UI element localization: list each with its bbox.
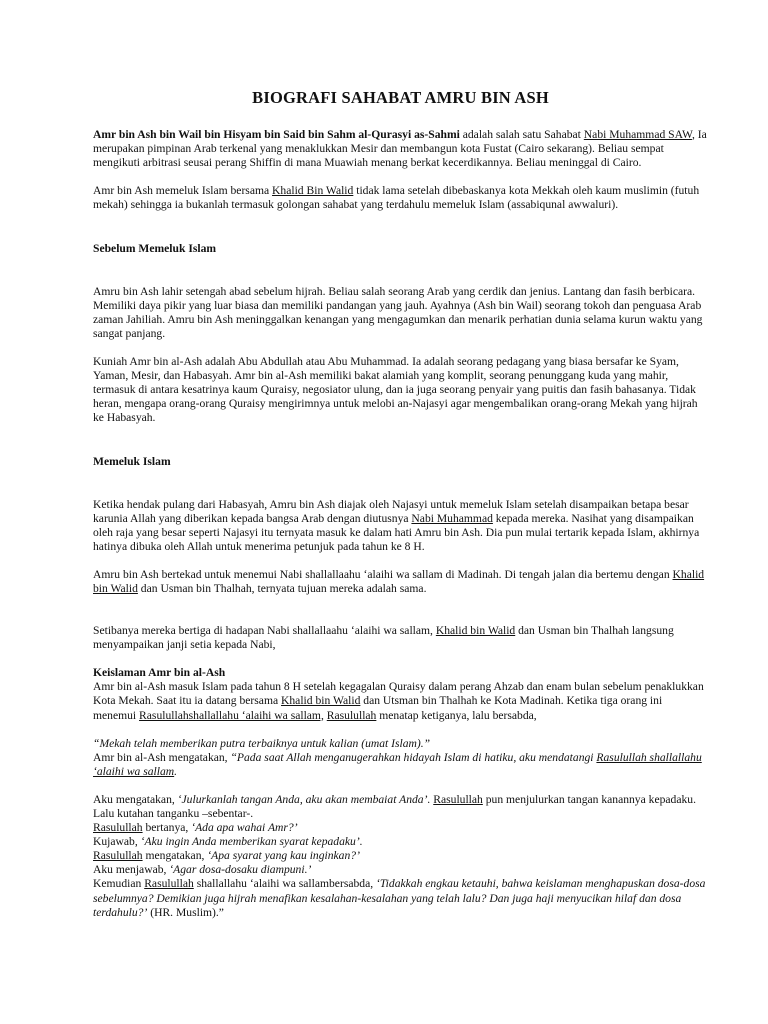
- link-khalid-bin-walid-3[interactable]: Khalid bin Walid: [435, 624, 516, 638]
- paragraph-intro: Amr bin Ash bin Wail bin Hisyam bin Said bin Sahm al-Qurasyi as-Sahmi adalah salah satu Sahabat Nabi Muhammad SAW, Ia merupakan pimpinan Arab terkenal yang menaklukkan Mesir dan membangun kota Fustat (Cairo sekarang). Beliau sempat mengikuti arbitrasi seusai perang Shiffin di mana Muawiah menang berkat kecerdikannya. Beliau meninggal di Cairo.: [93, 128, 707, 170]
- link-rasulullah-saw[interactable]: Rasulullahshallallahu ‘alaihi wa sallam,: [139, 708, 324, 722]
- paragraph-madinah: Amru bin Ash bertekad untuk menemui Nabi shallallaahu ‘alaihi wa sallam di Madinah. Di tengah jalan dia bertemu dengan Khalid bin Walid dan Usman bin Thalhah, ternyata tujuan mereka adalah sama.: [93, 567, 705, 595]
- link-rasulullah-shallallahu[interactable]: Rasulullah shallallahu ‘alaihi wa sallam: [93, 750, 702, 778]
- link-rasulullah[interactable]: Rasulullah: [326, 708, 377, 722]
- link-khalid-bin-walid-2[interactable]: Khalid bin Walid: [93, 567, 705, 595]
- full-name-bold: Amr bin Ash bin Wail bin Hisyam bin Said bin Sahm al-Qurasyi as-Sahmi: [93, 128, 460, 141]
- link-rasulullah-d1[interactable]: Rasulullah: [433, 792, 483, 806]
- link-khalid-bin-walid-4[interactable]: Khalid bin Walid: [281, 694, 361, 708]
- link-nabi-muhammad-2[interactable]: Nabi Muhammad: [411, 511, 493, 525]
- paragraph-birth: Amru bin Ash lahir setengah abad sebelum hijrah. Beliau salah seorang Arab yang cerdik dan jenius. Lantang dan fasih berbicara. Memiliki daya pikir yang luar biasa dan memiliki pandangan yang jauh. Ayahnya (Ash bin Wail) seorang tokoh dan penguasa Arab zaman Jahiliah. Amru bin Ash meninggalkan kenangan yang mengagumkan dan menarik perhatian dunia selama kurun waktu yang sangat panjang.: [93, 284, 703, 340]
- dialogue-line-2: Rasulullah bertanya, ‘Ada apa wahai Amr?’: [93, 821, 298, 835]
- link-rasulullah-d2[interactable]: Rasulullah: [93, 821, 143, 835]
- dialogue-line-6: Kemudian Rasulullah shallallahu ‘alaihi wa sallambersabda, ‘Tidakkah engkau ketauhi, bahwa keislaman menghapuskan dosa-dosa sebelumnya? Demikian juga hijrah menafikan kesalahan-kesalahan yang telah lalu? Dan juga haji menyucikan hilaf dan dosa terdahulu?’ (HR. Muslim).”: [93, 877, 706, 919]
- heading-sebelum-memeluk-islam: Sebelum Memeluk Islam: [93, 242, 217, 256]
- paragraph-arrival: Setibanya mereka bertiga di hadapan Nabi shallallaahu ‘alaihi wa sallam, Khalid bin Walid dan Usman bin Thalhah langsung menyampaikan janji setia kepada Nabi,: [93, 624, 674, 652]
- paragraph-kuniah: Kuniah Amr bin al-Ash adalah Abu Abdullah atau Abu Muhammad. Ia adalah seorang pedagang yang biasa bersafar ke Syam, Yaman, Mesir, dan Habasyah. Amr bin al-Ash memiliki bakat alamiah yang komplit, seorang penunggang kuda yang mahir, termasuk di antara kesatrinya kaum Quraisy, negosiator ulung, dan ia juga seorang penyair yang puitis dan fasih bahasanya. Tidak heran, mengapa orang-orang Quraisy mengirimnya untuk melobi an-Najasyi agar mengembalikan orang-orang Mekah yang hijrah ke Habasyah.: [93, 354, 698, 425]
- paragraph-hidayah: Amr bin al-Ash mengatakan, “Pada saat Allah menganugerahkan hidayah Islam di hatiku, aku mendatangi Rasulullah shallallahu ‘alaihi wa sallam.: [93, 750, 702, 778]
- link-rasulullah-d4[interactable]: Rasulullah: [93, 849, 143, 863]
- dialogue-line-3: Kujawab, ‘Aku ingin Anda memberikan syarat kepadaku’.: [93, 835, 363, 849]
- quote-mekah: “Mekah telah memberikan putra terbaiknya untuk kalian (umat Islam).”: [93, 736, 431, 750]
- dialogue-line-1: Aku mengatakan, ‘Julurkanlah tangan Anda, aku akan membaiat Anda’. Rasulullah pun menjulurkan tangan kanannya kepadaku. Lalu kutahan tanganku –sebentar-.: [93, 792, 696, 820]
- heading-memeluk-islam: Memeluk Islam: [93, 455, 171, 469]
- paragraph-keislaman: Amr bin al-Ash masuk Islam pada tahun 8 H setelah kegagalan Quraisy dalam perang Ahzab dan enam bulan sebelum penaklukkan Kota Mekah. Saat itu ia datang bersama Khalid bin Walid dan Utsman bin Thalhah ke Kota Madinah. Ketika tiga orang ini menemui Rasulullahshallallahu ‘alaihi wa sallam, Rasulullah menatap ketiganya, lalu bersabda,: [93, 680, 704, 722]
- link-khalid-bin-walid[interactable]: Khalid Bin Walid: [272, 184, 354, 198]
- paragraph-conversion: Amr bin Ash memeluk Islam bersama Khalid Bin Walid tidak lama setelah dibebaskanya kota Mekkah oleh kaum muslimin (futuh mekah) sehingga ia bukanlah termasuk golongan sahabat yang terdahulu memeluk Islam (assabiqunal awwaluri).: [93, 184, 700, 212]
- dialogue-line-5: Aku menjawab, ‘Agar dosa-dosaku diampuni.’: [93, 863, 312, 877]
- dialogue-line-4: Rasulullah mengatakan, ‘Apa syarat yang kau inginkan?’: [93, 849, 360, 863]
- paragraph-habasyah: Ketika hendak pulang dari Habasyah, Amru bin Ash diajak oleh Najasyi untuk memeluk Islam setelah disampaikan betapa besar karunia Allah yang diberikan kepada bangsa Arab dengan diutusnya Nabi Muhammad kepada mereka. Nasihat yang disampaikan oleh raja yang besar seperti Najasyi itu ternyata masuk ke dalam hati Amru bin Ash. Dia pun mulai tertarik kepada Islam, akhirnya hatinya dibuka oleh Allah untuk menerima petunjuk pada tahun ke 8 H.: [93, 497, 700, 553]
- link-nabi-muhammad[interactable]: Nabi Muhammad SAW: [583, 128, 692, 141]
- heading-keislaman: Keislaman Amr bin al-Ash: [93, 666, 226, 680]
- link-rasulullah-d6[interactable]: Rasulullah: [144, 877, 194, 891]
- page-title: BIOGRAFI SAHABAT AMRU BIN ASH: [252, 88, 549, 107]
